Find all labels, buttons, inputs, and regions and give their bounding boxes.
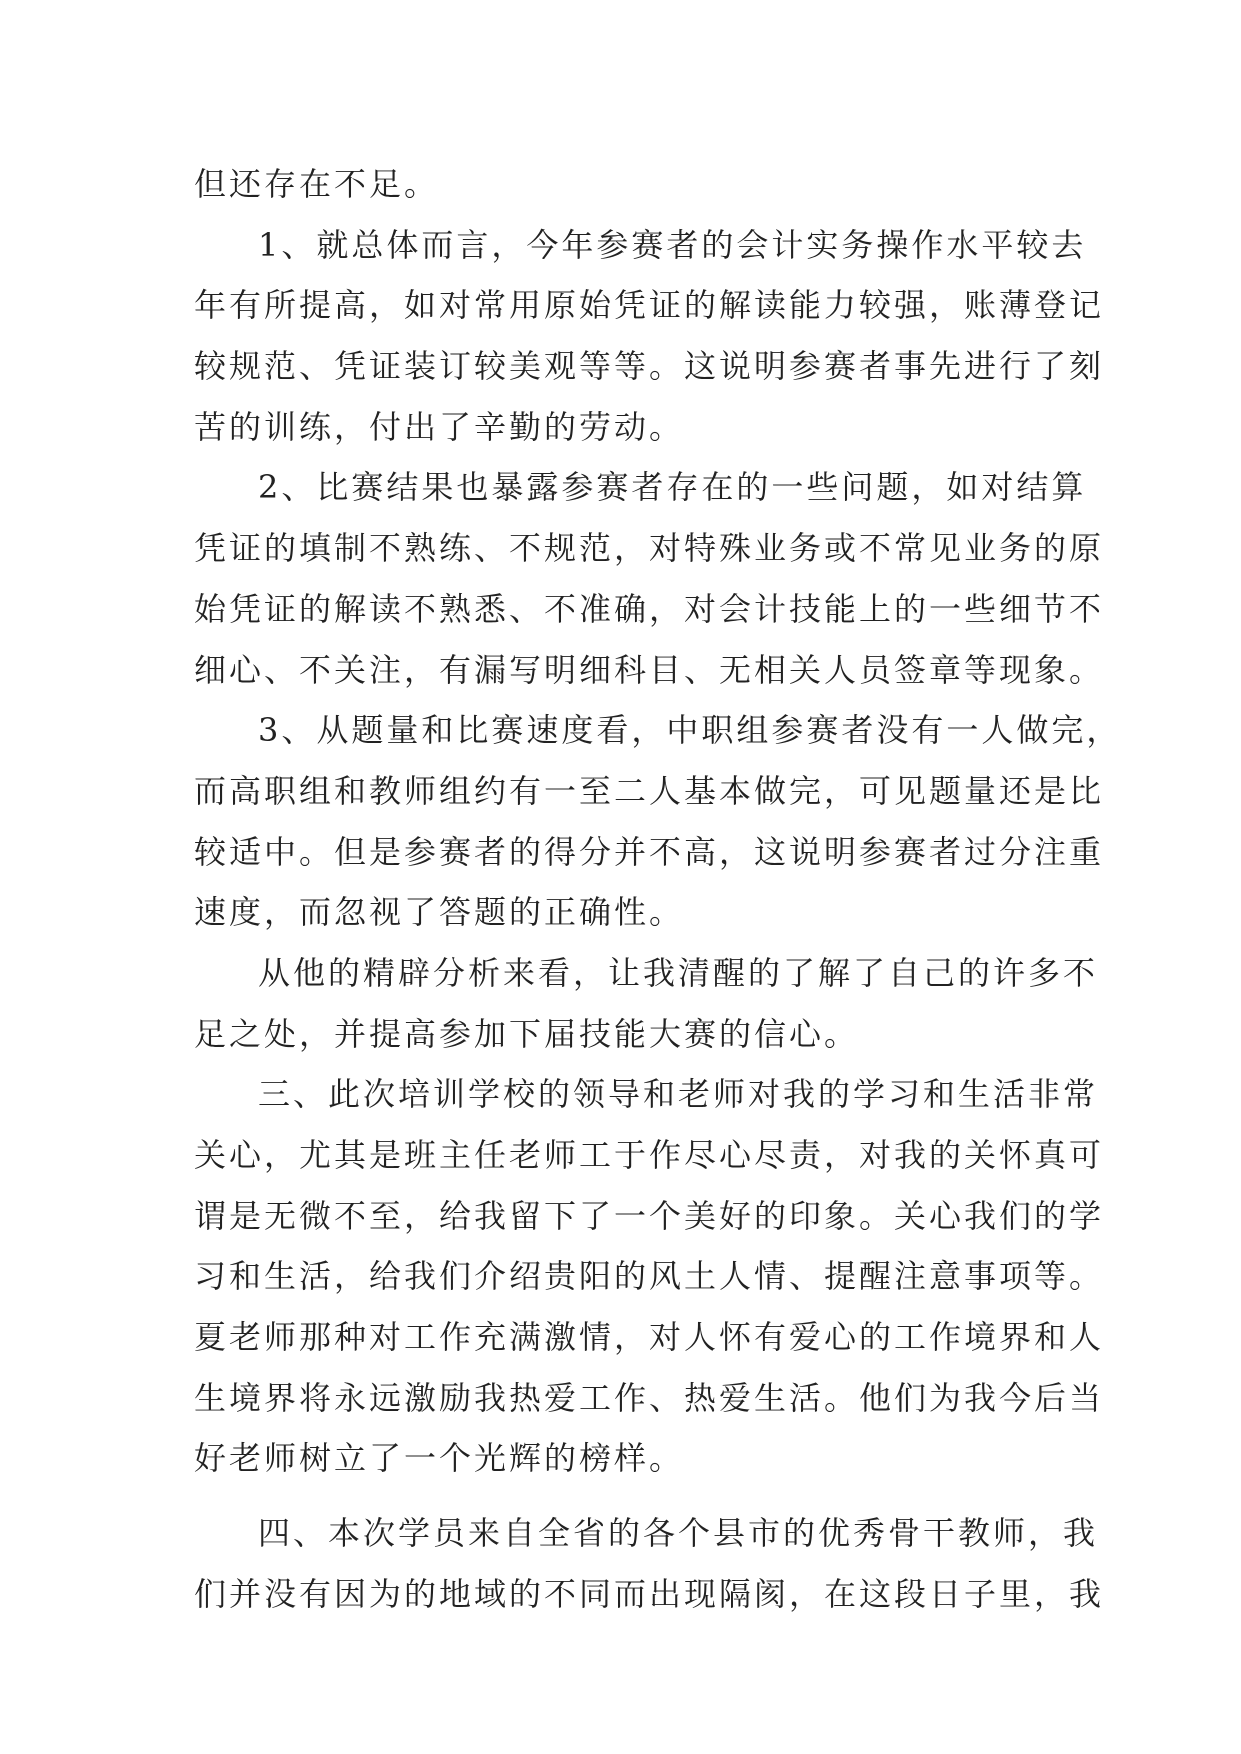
text-line: 生境界将永远激励我热爱工作、热爱生活。他们为我今后当	[194, 1378, 1105, 1417]
text-line: 始凭证的解读不熟悉、不准确，对会计技能上的一些细节不	[194, 589, 1105, 628]
text-line: 三、此次培训学校的领导和老师对我的学习和生活非常	[258, 1075, 1099, 1114]
text-line: 1、就总体而言，今年参赛者的会计实务操作水平较去	[258, 225, 1087, 264]
text-line: 习和生活，给我们介绍贵阳的风土人情、提醒注意事项等。	[194, 1257, 1105, 1296]
paragraph-gap	[194, 1489, 1054, 1503]
text-line: 夏老师那种对工作充满激情，对人怀有爱心的工作境界和人	[194, 1318, 1105, 1357]
text-line: 好老师树立了一个光辉的榜样。	[194, 1439, 685, 1478]
text-line: 年有所提高，如对常用原始凭证的解读能力较强，账薄登记	[194, 286, 1105, 325]
text-line: 从他的精辟分析来看，让我清醒的了解了自己的许多不	[258, 953, 1099, 992]
text-line: 谓是无微不至，给我留下了一个美好的印象。关心我们的学	[194, 1196, 1105, 1235]
body-text	[194, 154, 1122, 1625]
text-line: 但还存在不足。	[194, 165, 440, 203]
text-line: 四、本次学员来自全省的各个县市的优秀骨干教师，我	[258, 1514, 1099, 1553]
text-line: 较规范、凭证装订较美观等等。这说明参赛者事先进行了刻	[194, 347, 1105, 386]
text-line: 细心、不关注，有漏写明细科目、无相关人员签章等现象。	[194, 650, 1105, 689]
text-line: 凭证的填制不熟练、不规范，对特殊业务或不常见业务的原	[194, 529, 1105, 568]
text-line: 足之处，并提高参加下届技能大赛的信心。	[194, 1014, 860, 1053]
text-line: 苦的训练，付出了辛勤的劳动。	[194, 407, 685, 446]
text-line: 速度，而忽视了答题的正确性。	[194, 893, 685, 932]
text-line: 而高职组和教师组约有一至二人基本做完，可见题量还是比	[194, 771, 1105, 810]
text-line: 关心，尤其是班主任老师工于作尽心尽责，对我的关怀真可	[194, 1136, 1105, 1174]
text-line: 2、比赛结果也暴露参赛者存在的一些问题，如对结算	[258, 468, 1087, 507]
text-line: 3、从题量和比赛速度看，中职组参赛者没有一人做完，	[258, 711, 1122, 750]
text-line: 们并没有因为的地域的不同而出现隔阂，在这段日子里，我	[194, 1574, 1105, 1613]
text-line: 较适中。但是参赛者的得分并不高，这说明参赛者过分注重	[194, 832, 1105, 871]
